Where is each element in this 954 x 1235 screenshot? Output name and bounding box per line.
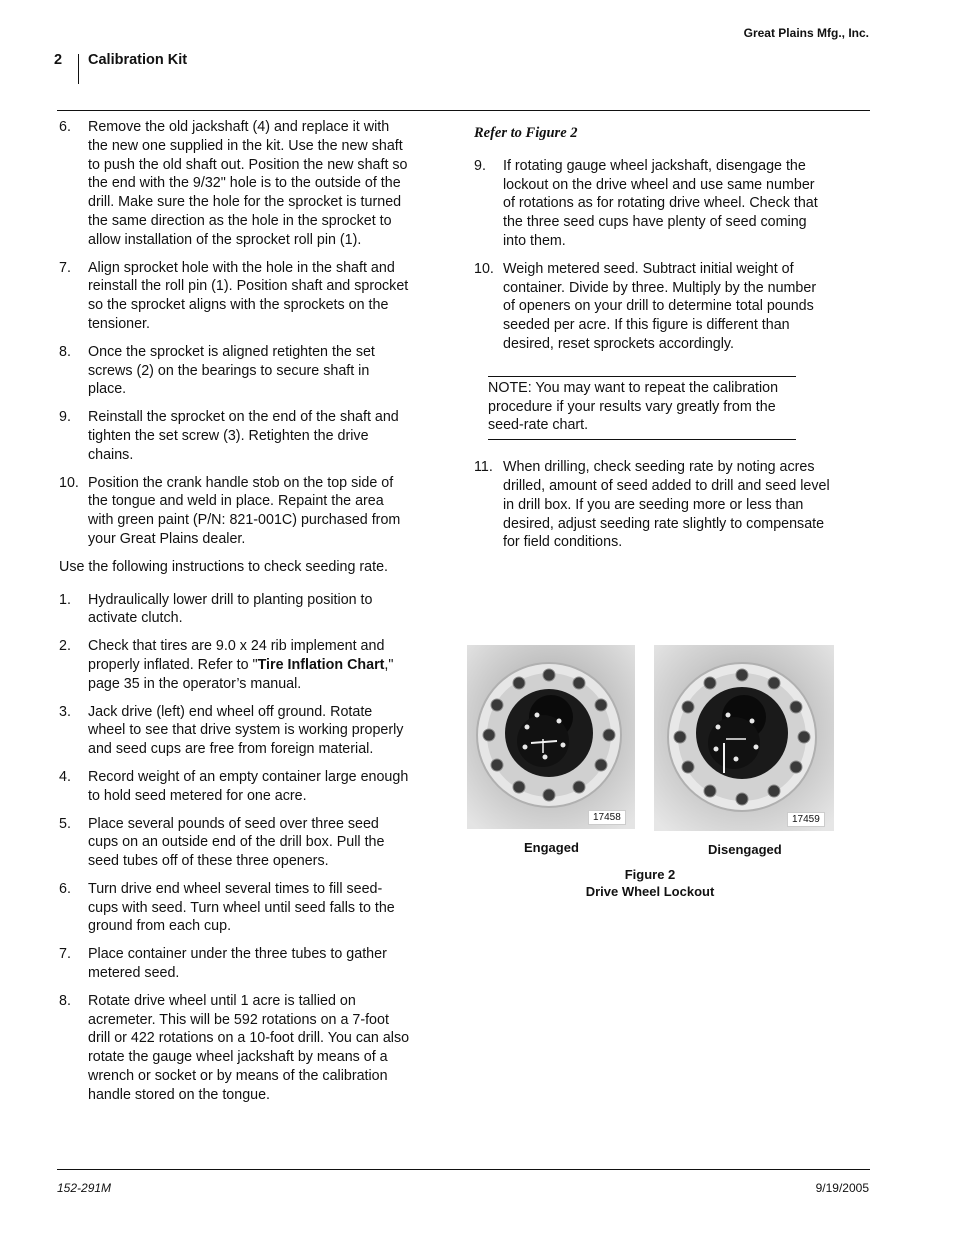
list-item [59,992,411,1105]
step-text: Check that tires are 9.0 x 24 rib implement and properly inflated. Refer to " [88,638,385,673]
step-text: When drilling, check seeding rate by noting acres drilled, amount of seed added to drill and seed level in drill box. If you are seeding more or less than desired, adjust seeding rate slightly to compensate for field conditions. [503,459,830,551]
list-item [59,474,411,549]
header-rule [57,110,870,111]
document-number: 152-291M [57,1181,112,1195]
step-text: Weigh metered seed. Subtract initial weight of container. Divide by three. Multiply by the number of openers on your drill to determine total pounds seeded per acre. If this figure is different than desired, reset sprockets accordingly. [503,260,817,352]
company-name: Great Plains Mfg., Inc. [743,26,869,40]
right-column [474,124,830,561]
section-title: Calibration Kit [88,52,188,68]
step-text: Record weight of an empty container large enough to hold seed metered for one acre. [88,768,409,804]
list-item [59,703,411,759]
step-text: Place container under the three tubes to gather metered seed. [88,946,387,982]
list-item [59,945,411,983]
list-item [59,768,411,806]
step-number: 3. [59,703,71,720]
step-number: 5. [59,815,71,832]
list-item [59,343,411,399]
footer-rule [57,1169,870,1170]
figure-label: Figure 2 [624,867,676,882]
image-id-label: 17459 [787,812,825,827]
step-number: 10. [59,474,79,491]
list-item [59,880,411,936]
note-box: NOTE: You may want to repeat the calibration procedure if your results vary greatly from the seed-rate chart. [488,376,796,440]
step-text: Place several pounds of seed over three seed cups on an outside end of the drill box. Pull the seed tubes off of these three openers. [88,815,385,870]
tire-inflation-chart-reference: Tire Inflation Chart [257,656,385,673]
intro-paragraph: Use the following instructions to check seeding rate. [59,558,389,575]
step-number: 4. [59,768,71,785]
step-number: 1. [59,591,71,608]
step-number: 10. [474,260,494,277]
step-text: Rotate drive wheel until 1 acre is tallied on acremeter. This will be 592 rotations on a 7-foot drill or 422 rotations on a 10-foot drill. You can also rotate the gauge wheel jackshaft by means of a wrench or socket or by means of the calibration handle stored on the tongue. [88,992,410,1103]
step-text: Hydraulically lower drill to planting position to activate clutch. [88,591,373,627]
step-number: 6. [59,119,71,135]
engaged-caption: Engaged [524,840,579,855]
step-text: Remove the old jackshaft (4) and replace it with the new one supplied in the kit. Use the new shaft to push the old shaft out. Position the new shaft so the end with the 9/32" hole is to the outside of the drill. Make sure the hole for the sprocket is turned the same direction as the hole in the sprocket to allow installation of the sprocket roll pin (1). [88,119,408,248]
list-item [59,259,411,334]
step-text: Once the sprocket is aligned retighten the set screws (2) on the bearings to secure shaft in place. [88,343,375,398]
image-id-label: 17458 [588,810,626,825]
step-number: 7. [59,946,71,963]
step-text: ," page 35 in the operator’s manual. [88,656,394,692]
list-item [474,157,830,251]
right-steps-list-b [474,458,830,552]
step-text: Align sprocket hole with the hole in the shaft and reinstall the roll pin (1). Position shaft and sprocket so the sprocket aligns with the sprockets on the tensioner. [88,259,409,332]
step-text: Position the crank handle stob on the top side of the tongue and weld in place. Repaint the area with green paint (P/N: 821-001C) purchased from your Great Plains dealer. [88,474,401,547]
step-number: 11. [474,459,493,476]
step-number: 8. [59,343,71,360]
step-text: Reinstall the sprocket on the end of the shaft and tighten the set screw (3). Retighten the drive chains. [88,409,399,463]
figure-title: Drive Wheel Lockout [585,884,715,899]
check-steps-list [59,591,411,1105]
list-item [59,118,411,250]
disengaged-wheel-photo [654,645,834,831]
page-number: 2 [54,52,63,68]
list-item [59,408,411,464]
list-item [59,591,411,629]
step-text: If rotating gauge wheel jackshaft, disengage the lockout on the drive wheel and use same number of rotations as for rotating drive wheel. Check that the three seed cups have plenty of seed coming into them. [503,157,818,249]
step-number: 9. [59,409,71,426]
header-divider [78,54,79,84]
step-number: 7. [59,259,71,276]
step-number: 8. [59,992,71,1009]
disengaged-caption: Disengaged [708,842,782,857]
install-steps-list [59,118,411,549]
figure-reference: Refer to Figure 2 [474,125,578,141]
figure-caption [560,866,740,900]
step-text: Jack drive (left) end wheel off ground. Rotate wheel to see that drive system is working properly and seed cups are free from foreign material. [88,703,404,758]
list-item [474,260,830,354]
list-item [59,637,411,693]
engaged-wheel-photo [467,645,635,829]
left-column [59,118,411,1114]
list-item [59,815,411,871]
list-item [474,458,830,552]
right-steps-list-a [474,157,830,354]
step-number: 2. [59,638,71,655]
step-number: 6. [59,880,71,897]
step-text: Turn drive end wheel several times to fill seed-cups with seed. Turn wheel until seed falls to the ground from each cup. [88,880,395,935]
document-date: 9/19/2005 [815,1181,869,1195]
step-number: 9. [474,157,486,174]
